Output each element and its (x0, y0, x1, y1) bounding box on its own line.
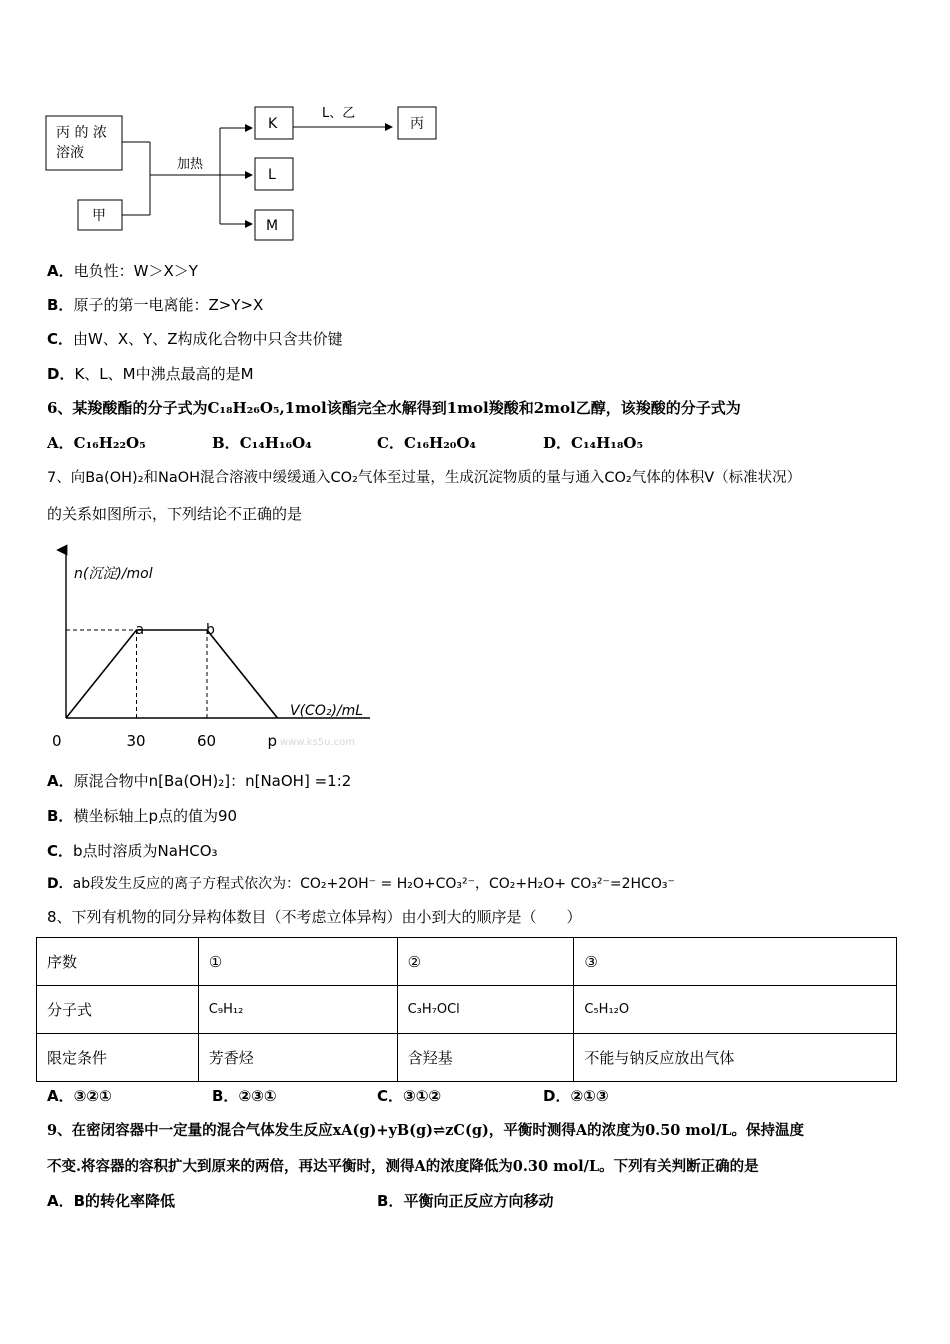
table-row (37, 938, 897, 986)
reaction-flow-diagram (40, 100, 460, 245)
table-row (37, 986, 897, 1034)
q6-option-b: B．C₁₄H₁₆O₄ (212, 434, 312, 452)
table-cell: 分子式 (37, 986, 199, 1034)
q7-option-a: A．原混合物中n[Ba(OH)₂]：n[NaOH] =1:2 (47, 772, 352, 790)
q7-option-c: C．b点时溶质为NaHCO₃ (47, 842, 218, 860)
table-cell: 序数 (37, 938, 199, 986)
table-cell: 含羟基 (397, 1034, 574, 1082)
box-bing-solution-line1: 丙 的 浓 (56, 125, 107, 141)
series-line (66, 630, 278, 718)
table-row (37, 1034, 897, 1082)
table-cell: C₉H₁₂ (198, 986, 397, 1034)
q9-stem-line1: 9、在密闭容器中一定量的混合气体发生反应xA(g)+yB(g)⇌zC(g)，平衡时测得A的浓度为0.50 mol/L。保持温度 (47, 1122, 804, 1139)
precipitate-chart (40, 540, 400, 755)
table-cell: C₅H₁₂O (574, 986, 897, 1034)
x-tick-0: 0 (52, 732, 62, 750)
heat-label: 加热 (177, 157, 204, 172)
x-tick-60: 60 (197, 732, 217, 750)
table-cell: ① (198, 938, 397, 986)
q6-stem: 6、某羧酸酯的分子式为C₁₈H₂₆O₅,1mol该酯完全水解得到1mol羧酸和2mol乙醇，该羧酸的分子式为 (47, 399, 741, 417)
q6-option-a: A．C₁₆H₂₂O₅ (47, 434, 146, 452)
q8-table (36, 937, 897, 1082)
q8-option-a: A．③②① (47, 1087, 112, 1105)
q9-stem-line2: 不变.将容器的容积扩大到原来的两倍，再达平衡时，测得A的浓度降低为0.30 mol/L。下列有关判断正确的是 (47, 1158, 759, 1175)
table-cell: 芳香烃 (198, 1034, 397, 1082)
box-l-label: L (268, 167, 276, 183)
q8-option-c: C．③①② (377, 1087, 442, 1105)
y-axis-label: n(沉淀)/mol (74, 566, 153, 582)
q8-option-b: B．②③① (212, 1087, 277, 1105)
box-bing-solution-line2: 溶液 (56, 145, 84, 161)
q5-option-a: A．电负性：W＞X＞Y (47, 262, 198, 280)
q5-option-b: B．原子的第一电离能：Z>Y>X (47, 296, 264, 314)
q7-stem-line2: 的关系如图所示，下列结论不正确的是 (47, 505, 303, 523)
table-cell: 不能与钠反应放出气体 (574, 1034, 897, 1082)
q5-option-c: C．由W、X、Y、Z构成化合物中只含共价键 (47, 330, 343, 348)
watermark: www.ks5u.com (280, 737, 356, 748)
table-cell: 限定条件 (37, 1034, 199, 1082)
box-m-label: M (266, 218, 279, 234)
table-cell: ③ (574, 938, 897, 986)
q7-option-b: B．横坐标轴上p点的值为90 (47, 807, 238, 825)
point-label-b: b (206, 622, 215, 638)
box-bing-label: 丙 (410, 116, 424, 132)
q7-option-d: D．ab段发生反应的离子方程式依次为：CO₂+2OH⁻ = H₂O+CO₃²⁻，CO₂+H₂O+ CO₃²⁻=2HCO₃⁻ (47, 876, 675, 892)
q8-option-d: D．②①③ (543, 1087, 609, 1105)
arrow-label: L、乙 (322, 106, 356, 121)
q9-option-b: B．平衡向正反应方向移动 (377, 1192, 554, 1210)
q6-option-c: C．C₁₆H₂₀O₄ (377, 434, 476, 452)
x-tick-30: 30 (126, 732, 146, 750)
q8-stem: 8、下列有机物的同分异构体数目（不考虑立体异构）由小到大的顺序是（ ） (47, 908, 582, 926)
q9-option-a: A．B的转化率降低 (47, 1192, 176, 1210)
box-k-label: K (268, 116, 278, 132)
table-cell: ② (397, 938, 574, 986)
q5-option-d: D．K、L、M中沸点最高的是M (47, 365, 254, 383)
box-jia-label: 甲 (92, 208, 106, 224)
q7-stem-line1: 7、向Ba(OH)₂和NaOH混合溶液中缓缓通入CO₂气体至过量，生成沉淀物质的量与通入CO₂气体的体积V（标准状况） (47, 470, 802, 486)
table-cell: C₃H₇OCl (397, 986, 574, 1034)
point-label-a: a (135, 622, 145, 638)
x-tick-p: p (267, 732, 278, 750)
x-axis-label: V(CO₂)/mL (290, 703, 364, 719)
q6-option-d: D．C₁₄H₁₈O₅ (543, 434, 644, 452)
